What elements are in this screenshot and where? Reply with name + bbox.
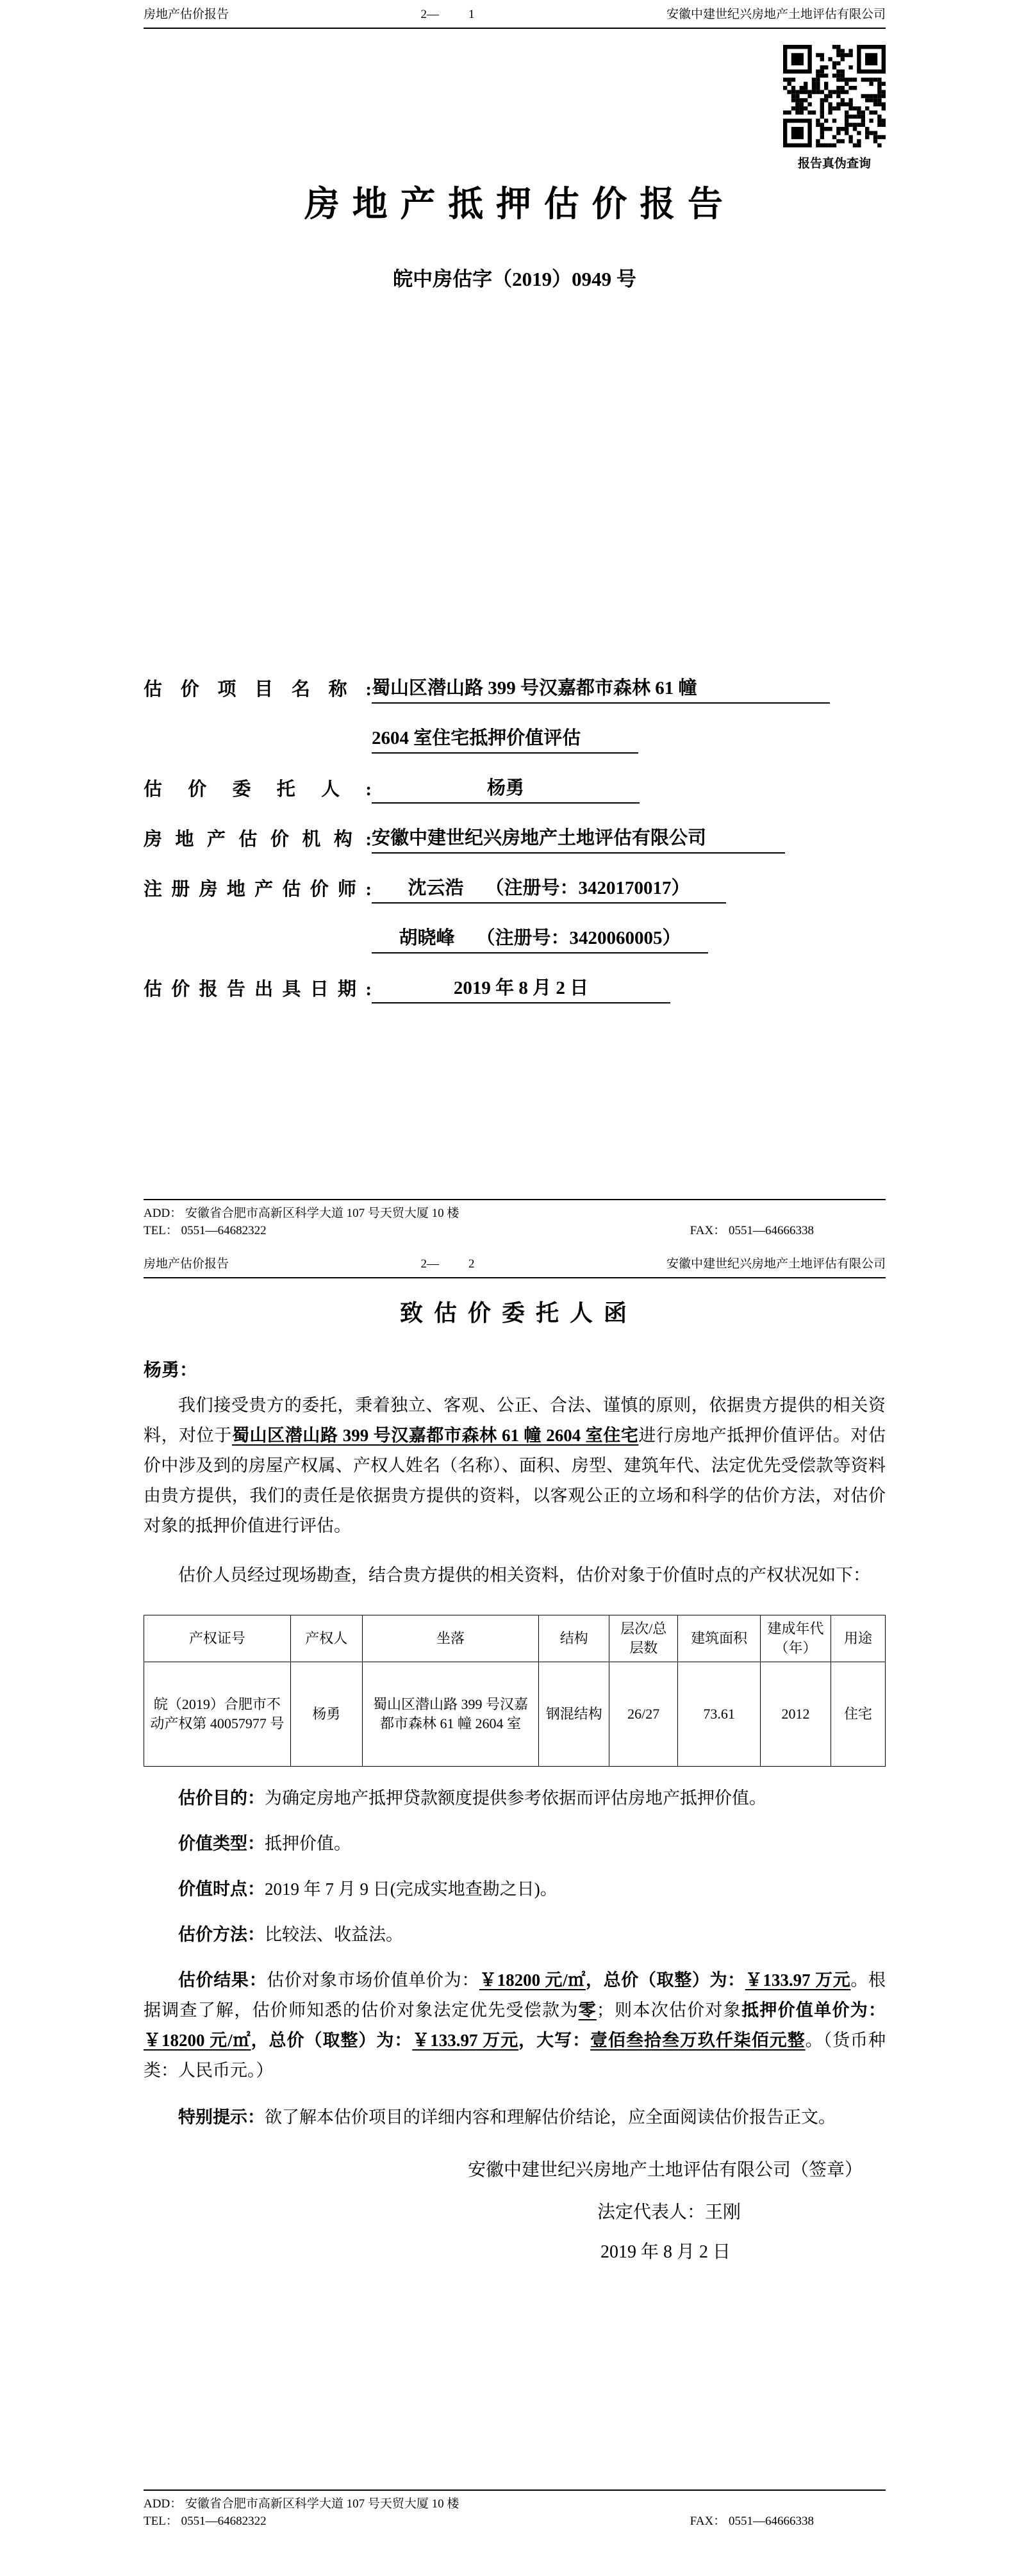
col-owner: 产权人 [290,1615,362,1662]
ownership-paragraph: 估价人员经过现场勘查，结合贵方提供的相关资料，估价对象于价值时点的产权状况如下： [178,1565,870,1585]
report-title: 房 地 产 抵 押 估 价 报 告 [304,184,725,224]
form-row-project-name [144,654,886,704]
appraiser-1-name: 沈云浩 [408,877,464,898]
cell-location: 蜀山区潜山路 399 号汉嘉都市森林 61 幢 2604 室 [362,1662,539,1766]
page-footer [144,2489,886,2530]
form-label-project-name: 估 价 项 目 名 称 : [144,679,372,700]
qr-code-icon [783,45,886,147]
form-value-agency: 安徽中建世纪兴房地产土地评估有限公司 [372,823,785,854]
form-label-spacer [144,751,372,754]
header-page-total: 2— [420,1257,439,1271]
signature-legal-rep: 法定代表人：王刚 [597,2202,741,2222]
cell-usage: 住宅 [831,1662,886,1766]
item-value-date-label: 价值时点： [178,1879,265,1899]
table-row [144,1662,886,1766]
form-row-issue-date [144,954,886,1003]
intro-paragraph: 我们接受贵方的委托，秉着独立、客观、公正、合法、谨慎的原则，依据贵方提供的相关资料，对位于蜀山区潜山路 399 号汉嘉都市森林 61 幢 2604 室住宅进行房地产抵押价值评估。对估价中涉及到的房屋产权属、产权人姓名（名称）、面积、房型、建筑年代、法定优先受偿款等资料由贵方提供，我们的责任是依据贵方提供的资料，以客观公正的立场和科学的估价方法，对估价对象的抵押价值进行评估。 [144,1395,886,1535]
form-row-project-name-cont [144,704,886,754]
item-method-label: 估价方法： [178,1924,265,1944]
form-row-appraiser-2 [144,904,886,954]
cell-structure: 钢混结构 [539,1662,609,1766]
item-purpose [144,1783,886,1813]
col-structure: 结构 [539,1615,609,1662]
result-paragraph: 估价结果：估价对象市场价值单价为：￥18200 元/㎡，总价（取整）为：￥133.97 万元。根据调查了解，估价师知悉的估价对象法定优先受偿款为零；则本次估价对象抵押价值单价为：￥18200 元/㎡，总价（取整）为：￥133.97 万元，大写：壹佰叁拾叁万玖仟柒佰元整。（货币种类：人民币元。） [144,1970,886,2080]
signature-date: 2019 年 8 月 2 日 [600,2242,731,2262]
item-value-type [144,1829,886,1859]
form-row-client [144,754,886,804]
item-value-type-label: 价值类型： [178,1833,265,1853]
header-page-number [421,8,475,22]
header-page-total: 2— [420,8,439,21]
qr-block [783,45,886,171]
salutation: 杨勇： [144,1360,198,1380]
cell-floor-area: 73.61 [678,1662,761,1766]
page-header [144,0,886,29]
cell-floor: 26/27 [609,1662,678,1766]
col-floor-area: 建筑面积 [678,1615,761,1662]
page-footer [144,1199,886,1239]
appraiser-1-reg-number: （注册号：3420170017） [485,877,690,898]
appraiser-2-name: 胡晓峰 [399,927,455,948]
form-value-project-name-line1: 蜀山区潜山路 399 号汉嘉都市森林 61 幢 [372,673,830,704]
header-page-number [421,1257,475,1272]
form-row-agency [144,804,886,854]
form-value-appraiser-2 [372,923,708,954]
signature-block [144,2156,886,2263]
item-purpose-label: 估价目的： [178,1788,265,1808]
header-page-current: 1 [468,8,475,21]
footer-fax: FAX： 0551—64666338 [690,1224,814,1238]
item-purpose-text: 为确定房地产抵押贷款额度提供参考依据而评估房地产抵押价值。 [265,1788,766,1808]
form-label-agency: 房地产估价机构: [144,829,372,850]
page-header [144,1250,886,1278]
form-value-client: 杨勇 [372,773,640,804]
item-value-date-text: 2019 年 7 月 9 日(完成实地查勘之日)。 [265,1879,558,1899]
report-page-2 [0,1250,1017,2576]
signature-company: 安徽中建世纪兴房地产土地评估有限公司（签章） [467,2159,863,2180]
cell-owner: 杨勇 [290,1662,362,1766]
col-year-built: 建成年代（年） [761,1615,831,1662]
form-value-issue-date: 2019 年 8 月 2 日 [372,973,670,1003]
cell-year-built: 2012 [761,1662,831,1766]
report-page-1 [0,0,1017,1250]
header-report-title: 房地产估价报告 [144,8,229,21]
table-header-row [144,1615,886,1662]
item-value-date [144,1874,886,1904]
col-location: 坐落 [362,1615,539,1662]
form-label-appraiser: 注册房地产估价师: [144,879,372,900]
form-row-appraiser-1 [144,854,886,904]
col-floor: 层次/总层数 [609,1615,678,1662]
item-value-type-text: 抵押价值。 [265,1833,351,1853]
col-certificate-number: 产权证号 [144,1615,291,1662]
footer-address: ADD： 安徽省合肥市高新区科学大道 107 号天贸大厦 10 楼 [144,2497,459,2511]
form-value-appraiser-1 [372,873,726,904]
header-page-current: 2 [468,1257,475,1271]
footer-tel: TEL： 0551—64682322 [144,2514,267,2529]
item-method [144,1920,886,1950]
form-label-client: 估 价 委 托 人 : [144,779,372,800]
property-rights-table [144,1615,886,1767]
header-company-name: 安徽中建世纪兴房地产土地评估有限公司 [666,8,886,21]
item-method-text: 比较法、收益法。 [265,1924,403,1944]
col-usage: 用途 [831,1615,886,1662]
form-label-issue-date: 估价报告出具日期: [144,978,372,1000]
footer-address: ADD： 安徽省合肥市高新区科学大道 107 号天贸大厦 10 楼 [144,1206,459,1220]
form-label-spacer [144,951,372,954]
footer-fax: FAX： 0551—64666338 [690,2514,814,2529]
form-value-project-name-line2: 2604 室住宅抵押价值评估 [372,723,638,754]
appraisal-items [144,1783,886,1950]
footer-tel: TEL： 0551—64682322 [144,1224,267,1238]
header-company-name: 安徽中建世纪兴房地产土地评估有限公司 [666,1257,886,1271]
special-note-paragraph: 特别提示：欲了解本估价项目的详细内容和理解估价结论，应全面阅读估价报告正文。 [178,2107,836,2127]
letter-title: 致 估 价 委 托 人 函 [399,1300,629,1326]
qr-caption: 报告真伪查询 [797,157,871,170]
cell-certificate-number: 皖（2019）合肥市不动产权第 40057977 号 [144,1662,291,1766]
header-report-title: 房地产估价报告 [144,1257,229,1271]
appraiser-2-reg-number: （注册号：3420060005） [476,927,681,948]
report-number: 皖中房估字（2019）0949 号 [393,267,636,290]
title-page-form [144,654,886,1003]
